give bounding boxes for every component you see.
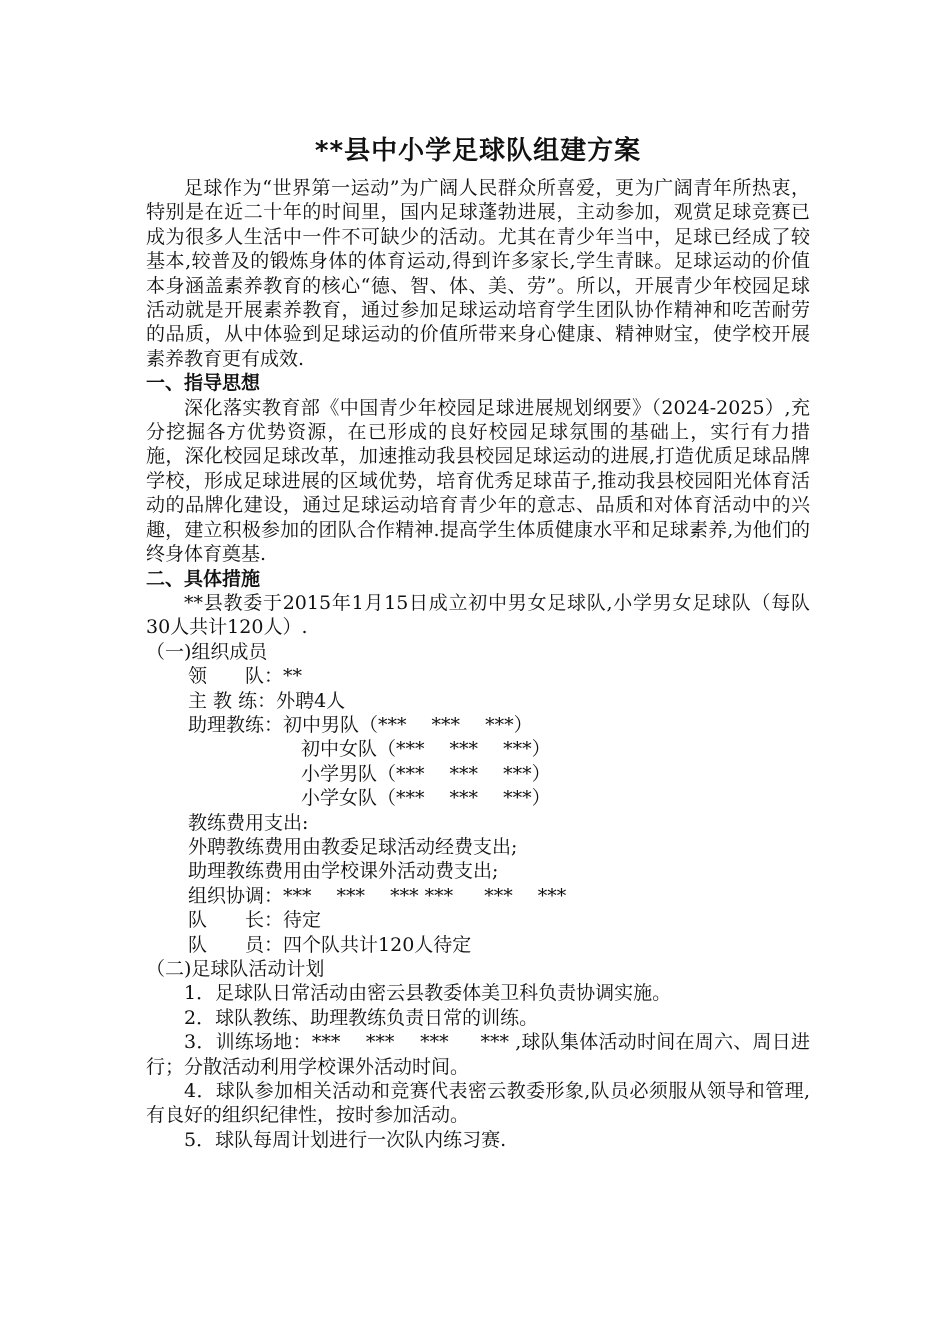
coord-row [146, 884, 810, 908]
captain-label: 队 长： [188, 909, 284, 932]
plan-item-2: 2．球队教练、助理教练负责日常的训练。 [184, 1006, 539, 1029]
coach-value: 外聘4人 [276, 689, 346, 712]
coord-label: 组织协调： [188, 884, 284, 907]
assistant-team-3: 小学男队（*** *** ***） [301, 762, 551, 785]
section2-body: **县教委于2015年1月15日成立初中男女足球队,小学男女足球队（每队30人共计120人）. [146, 591, 810, 639]
plan-item-1: 1．足球队日常活动由密云县教委体美卫科负责协调实施。 [184, 982, 672, 1005]
member-label: 队 员： [188, 933, 284, 956]
plan-item-3: 3．训练场地：*** *** *** *** ,球队集体活动时间在周六、周日进行；分散活动利用学校课外活动时间。 [146, 1031, 810, 1078]
section2-heading: 二、具体措施 [146, 567, 261, 590]
leader-label: 领 队： [188, 665, 284, 688]
expense-line-2: 助理教练费用由学校课外活动费支出; [188, 860, 499, 883]
expense-line-1: 外聘教练费用由教委足球活动经费支出; [188, 835, 518, 858]
sub1-heading: （一)组织成员 [146, 640, 268, 663]
member-row [146, 933, 810, 957]
section1-body: 深化落实教育部《中国青少年校园足球进展规划纲要》（2024-2025）,充分挖掘各方优势资源，在已形成的良好校园足球氛围的基础上，实行有力措施，深化校园足球改革，加速推动我县校园足球运动的进展,打造优质足球品牌学校，形成足球进展的区域优势，培育优秀足球苗子,推动我县校园阳光体育活动的品牌化建设，通过足球运动培育青少年的意志、品质和对体育活动中的兴趣，建立积极参加的团队合作精神.提高学生体质健康水平和足球素养,为他们的终身体育奠基. [146, 396, 810, 566]
coord-value: *** *** *** *** *** *** [283, 884, 567, 907]
sub2-heading: （二)足球队活动计划 [146, 958, 325, 980]
captain-row [146, 908, 810, 932]
document-title: **县中小学足球队组建方案 [314, 136, 642, 166]
assistant-label: 助理教练： [188, 713, 284, 736]
assistant-team-2: 初中女队（*** *** ***） [301, 738, 551, 761]
member-value: 四个队共计120人待定 [283, 933, 472, 956]
assistant-row [146, 713, 810, 737]
leader-row [146, 664, 810, 688]
coach-row [146, 689, 810, 713]
plan-item-5: 5．球队每周计划进行一次队内练习赛. [184, 1128, 507, 1151]
intro-paragraph: 足球作为“世界第一运动”为广阔人民群众所喜爱，更为广阔青年所热衷，特别是在近二十年的时间里，国内足球蓬勃进展，主动参加，观赏足球竞赛已成为很多人生活中一件不可缺少的活动。尤其在青少年当中，足球已经成了较基本,较普及的锻炼身体的体育运动,得到许多家长,学生青睐。足球运动的价值本身涵盖素养教育的核心“德、智、体、美、劳”。所以，开展青少年校园足球活动就是开展素养教育，通过参加足球运动培育学生团队协作精神和吃苦耐劳的品质，从中体验到足球运动的价值所带来身心健康、精神财宝，使学校开展素养教育更有成效. [146, 177, 810, 370]
plan-item-4: 4．球队参加相关活动和竞赛代表密云教委形象,队员必须服从领导和管理,有良好的组织纪律性，按时参加活动。 [146, 1080, 810, 1127]
assistant-team-1: 初中男队（*** *** ***） [283, 713, 533, 736]
section1-heading: 一、指导思想 [146, 372, 261, 395]
captain-value: 待定 [283, 909, 322, 932]
coach-label: 主 教 练： [188, 689, 277, 712]
leader-value: ** [283, 665, 303, 688]
expense-heading: 教练费用支出: [188, 811, 309, 834]
assistant-team-4: 小学女队（*** *** ***） [301, 787, 551, 810]
